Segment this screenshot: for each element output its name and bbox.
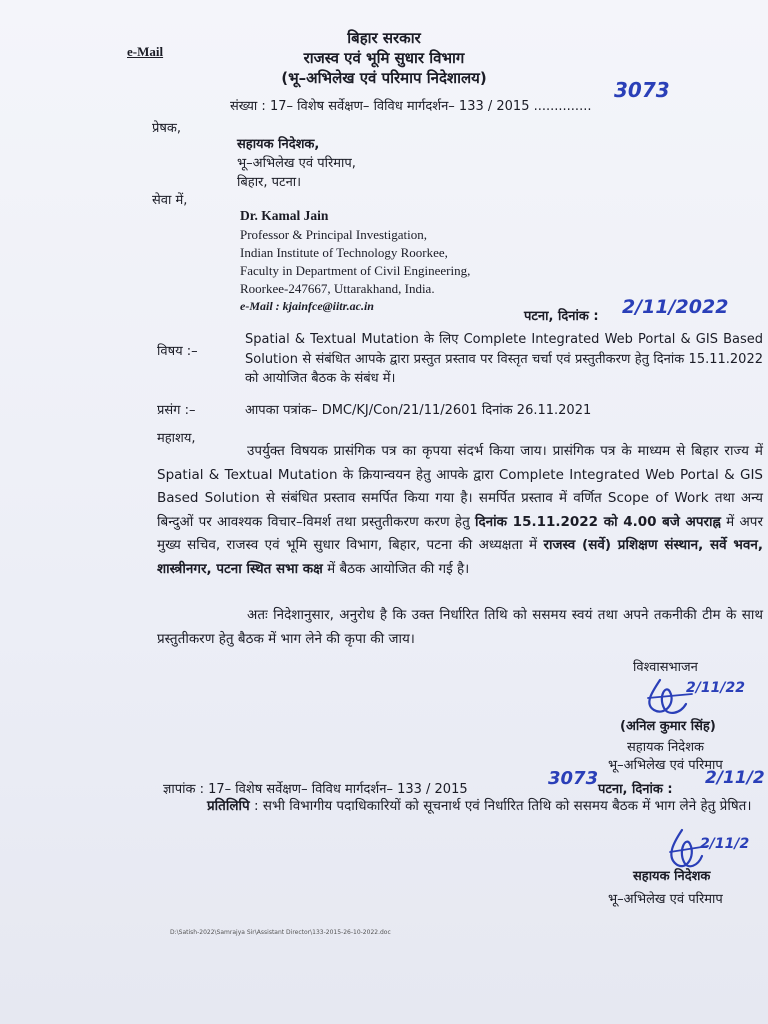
recipient-line-2: Indian Institute of Technology Roorkee,	[240, 245, 448, 260]
body-text-part-a: उपर्युक्त विषयक प्रासंगिक पत्र का कृपया संदर्भ किया जाय। प्रासंगिक पत्र के माध्यम से बिहार राज्य में Spatial & Textual Mutation के क्रियान्वयन हेतु आपके द्वारा Complete Integrated Web Portal & GIS Based Solution से संबंधित प्रस्ताव समर्पित किया गया है। समर्पित प्रस्ताव में वर्णित Scope of Work तथा अन्य बिन्दुओं पर आवश्यक विचार–विमर्श तथा प्रस्तुतीकरण करण हेतु	[157, 443, 763, 530]
signature	[640, 674, 760, 720]
header-line-2: राजस्व एवं भूमि सुधार विभाग	[303, 49, 465, 67]
context-label: प्रसंग :–	[157, 403, 196, 418]
sender-label: प्रेषक,	[152, 121, 182, 136]
signatory-designation: सहायक निदेशक	[627, 740, 705, 755]
handwritten-reference-number: 3073	[614, 78, 670, 102]
context-text: आपका पत्रांक– DMC/KJ/Con/21/11/2601 दिनांक 26.11.2021	[245, 403, 592, 418]
memo-number: ज्ञापांक : 17– विशेष सर्वेक्षण– विविध मार्गदर्शन– 133 / 2015	[163, 782, 468, 797]
recipient-line-3: Faculty in Department of Civil Engineering,	[240, 263, 471, 278]
meeting-datetime: दिनांक 15.11.2022 को 4.00 बजे अपराह्न	[475, 513, 721, 530]
recipient-name: Dr. Kamal Jain	[240, 208, 329, 223]
sender-department: भू–अभिलेख एवं परिमाप,	[237, 156, 356, 171]
memo-date-label: पटना, दिनांक :	[598, 782, 673, 797]
meeting-venue: राजस्व (सर्वे) प्रशिक्षण संस्थान, सर्वे भवन, शास्त्रीनगर, पटना स्थित सभा कक्ष	[157, 537, 764, 577]
memo-signatory-designation: सहायक निदेशक	[633, 869, 711, 884]
subject-text: Spatial & Textual Mutation के लिए Complete Integrated Web Portal & GIS Based Solution से संबंधित आपके द्वारा प्रस्तुत प्रस्ताव पर विस्तृत चर्चा एवं प्रस्तुतीकरण हेतु दिनांक 15.11.2022 को आयोजित बैठक के संबंध में।	[245, 332, 763, 386]
email-label: e-Mail	[127, 44, 164, 59]
sender-title: सहायक निदेशक,	[237, 137, 320, 152]
memo-signature-date: 2/11/2	[700, 836, 750, 852]
signatory-name: (अनिल कुमार सिंह)	[620, 719, 716, 734]
memo-signatory-department: भू–अभिलेख एवं परिमाप	[608, 892, 723, 907]
recipient-email: e-Mail : kjainfce@iitr.ac.in	[240, 299, 374, 313]
copy-text: : सभी विभागीय पदाधिकारियों को सूचनार्थ एवं निर्धारित तिथि को ससमय बैठक में भाग लेने हेतु प्रेषित।	[253, 798, 752, 814]
recipient-line-1: Professor & Principal Investigation,	[240, 227, 428, 242]
subject-label: विषय :–	[157, 344, 198, 359]
handwritten-memo-number: 3073	[548, 768, 599, 789]
body-text-p2: अतः निदेशानुसार, अनुरोध है कि उक्त निर्धारित तिथि को ससमय स्वयं तथा अपने तकनीकी टीम के साथ प्रस्तुतीकरण हेतु बैठक में भाग लेने की कृपा की जाय।	[157, 607, 763, 647]
recipient-label: सेवा में,	[152, 193, 188, 208]
salutation: महाशय,	[157, 431, 196, 446]
sender-place: बिहार, पटना।	[237, 175, 302, 190]
body-paragraph-2	[157, 604, 763, 651]
signatory-department: भू–अभिलेख एवं परिमाप	[608, 758, 723, 773]
recipient-line-4: Roorkee-247667, Uttarakhand, India.	[240, 281, 435, 296]
date-label: पटना, दिनांक :	[524, 309, 599, 324]
handwritten-date: 2/11/2022	[622, 296, 729, 318]
footer-file-path: D:\Satish-2022\Samrajya Sir\Assistant Director\133-2015-26-10-2022.doc	[170, 929, 391, 936]
signature-date: 2/11/22	[686, 680, 745, 696]
copy-paragraph	[163, 795, 763, 817]
closing-regards: विश्वासभाजन	[633, 660, 698, 675]
handwritten-memo-date: 2/11/2	[705, 768, 765, 788]
header-line-3: (भू–अभिलेख एवं परिमाप निदेशालय)	[281, 69, 487, 87]
body-text-part-e: में बैठक आयोजित की गई है।	[327, 560, 470, 577]
copy-label: प्रतिलिपि	[207, 798, 250, 814]
body-text-part-c: में अपर मुख्य सचिव, राजस्व एवं भूमि सुधार विभाग, बिहार, पटना की अध्यक्षता में	[157, 513, 763, 553]
body-paragraph-1	[157, 440, 763, 581]
header-line-1: बिहार सरकार	[347, 29, 421, 47]
reference-number: संख्या : 17– विशेष सर्वेक्षण– विविध मार्गदर्शन– 133 / 2015 ..............	[230, 99, 592, 114]
